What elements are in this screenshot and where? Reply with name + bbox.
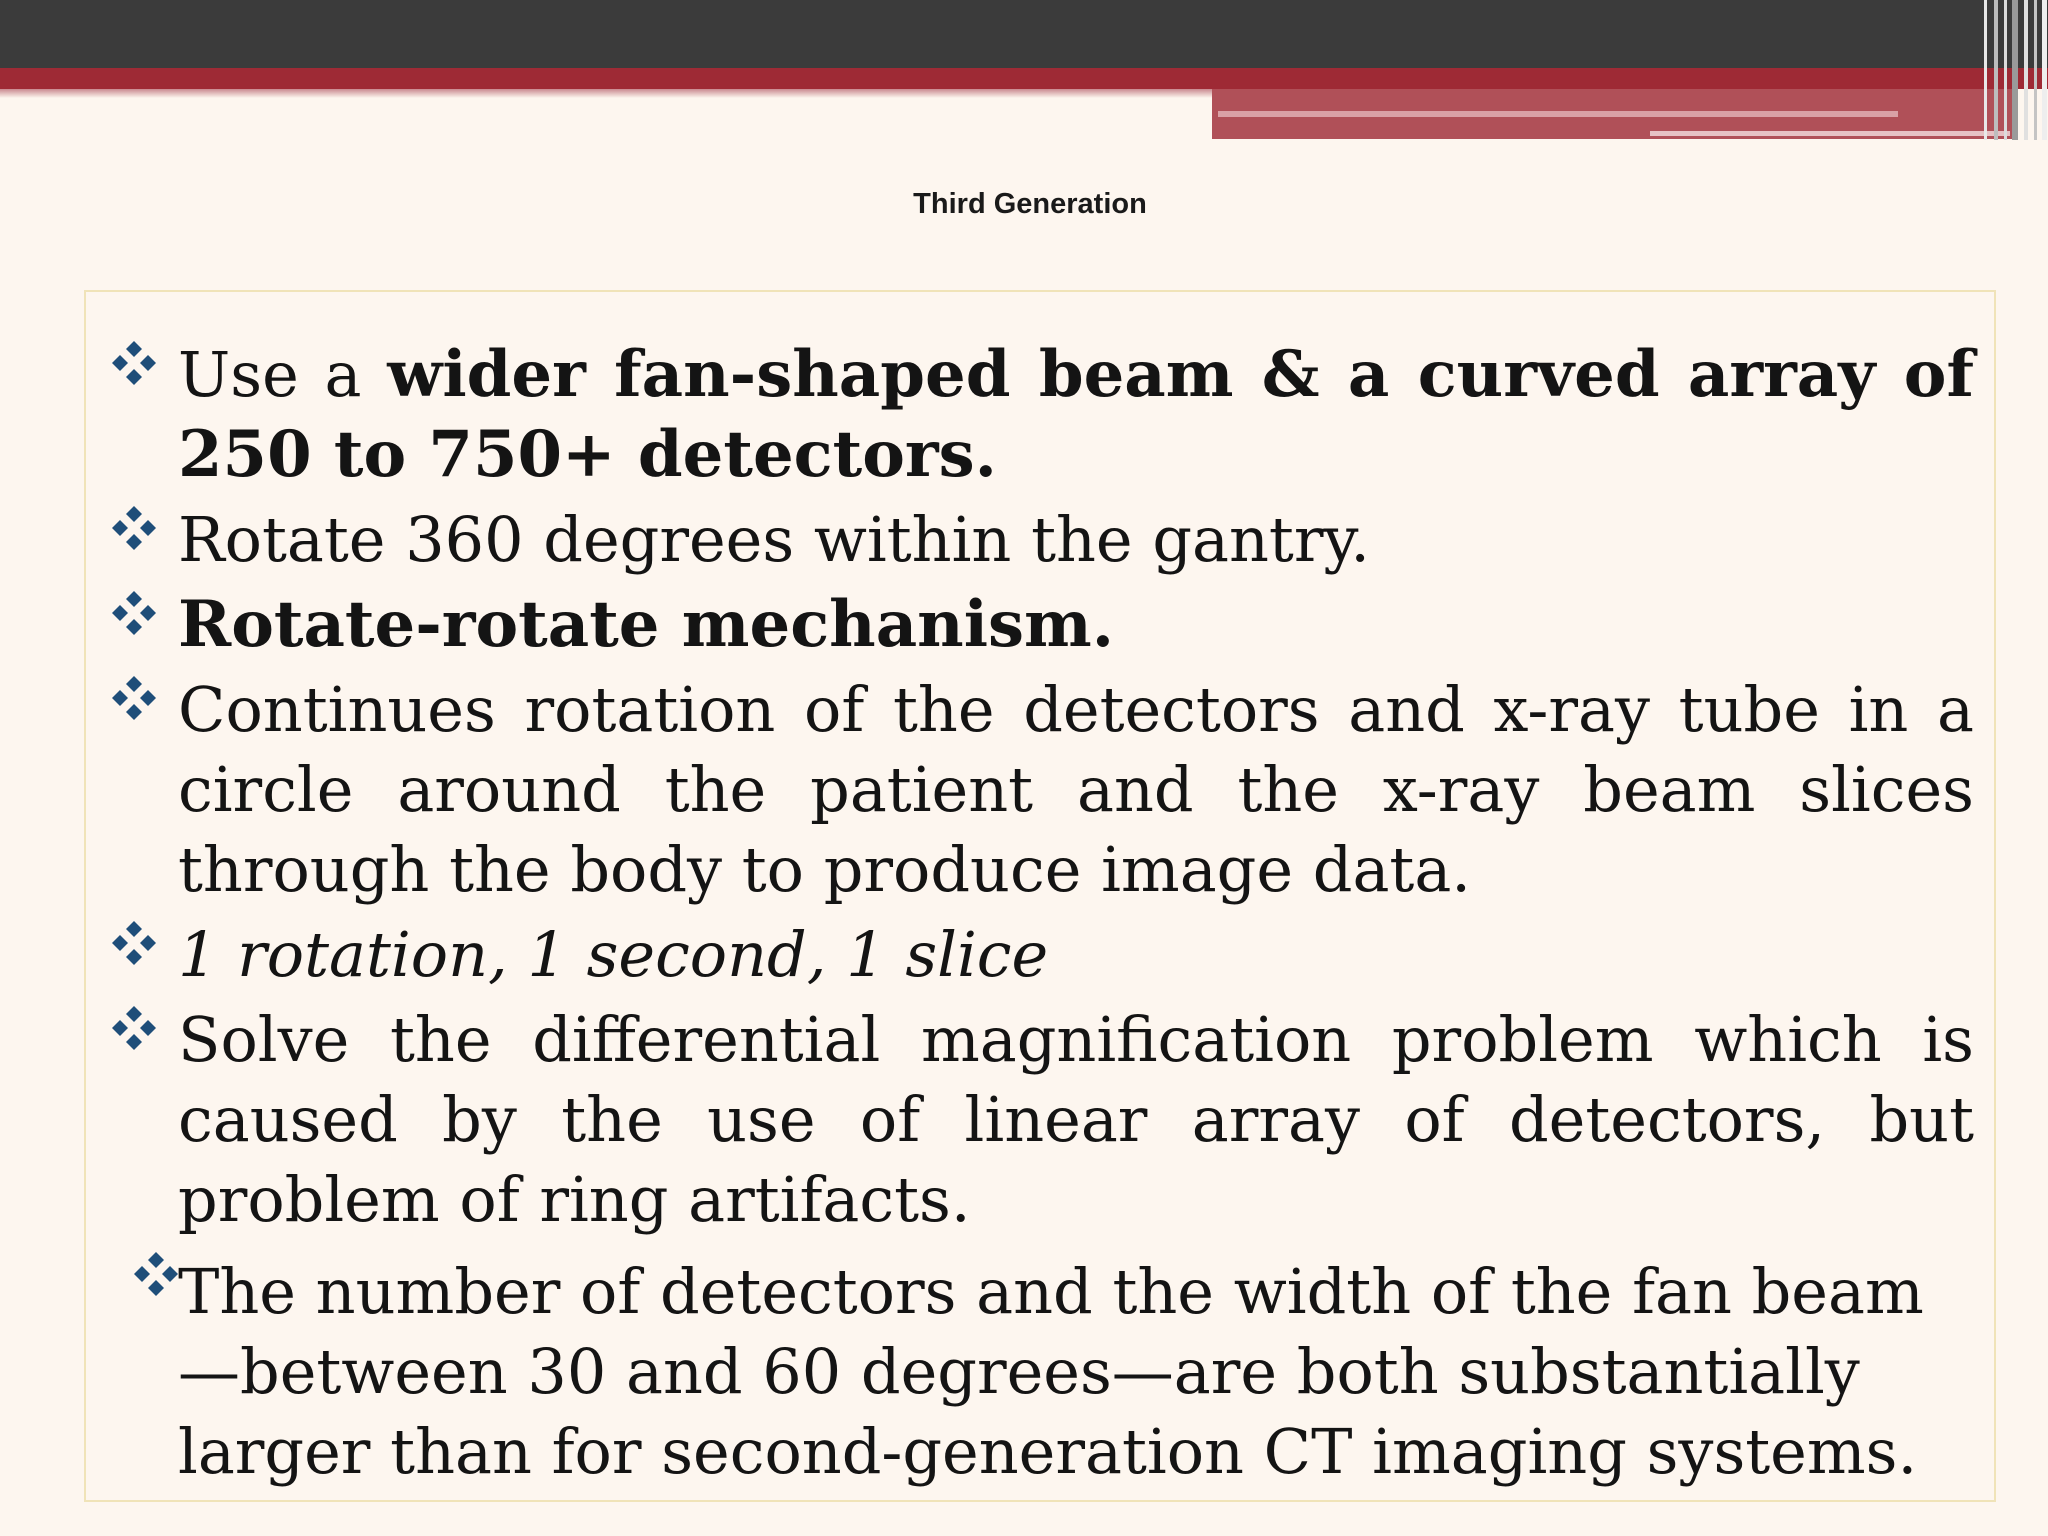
bullet-list [178, 335, 1974, 1497]
bullet-text-bold: Rotate-rotate mechanism. [178, 587, 1115, 662]
bullet-text: The number of detectors and the width of the fan beam—between 30 and 60 degrees—are both substantially larger than for second-generation CT imaging systems. [178, 1255, 1924, 1488]
four-diamond-bullet-icon [110, 1004, 158, 1052]
accent-line [1650, 131, 2010, 136]
bullet-text: Rotate 360 degrees within the gantry. [178, 503, 1370, 576]
bullet-text-bold: wider fan-shaped beam & a curved array of 250 to 750+ detectors. [178, 337, 1975, 492]
accent-bar-shadow [0, 89, 1212, 98]
accent-line [1218, 111, 1898, 117]
four-diamond-bullet-icon [110, 339, 158, 387]
bullet-item [178, 1252, 1974, 1492]
slide-title: Third Generation [913, 188, 1147, 220]
four-diamond-bullet-icon [110, 674, 158, 722]
bullet-text: Continues rotation of the detectors and x-ray tube in a circle around the patient and the x-ray beam slices through the body to produce image data. [178, 673, 1974, 906]
four-diamond-bullet-icon [110, 504, 158, 552]
four-diamond-bullet-icon [110, 589, 158, 637]
slide-header-bar [0, 0, 2048, 68]
bullet-text: Use a [178, 338, 388, 411]
bullet-item [178, 335, 1974, 495]
bullet-item [178, 585, 1974, 665]
four-diamond-bullet-icon [110, 919, 158, 967]
bullet-item [178, 915, 1974, 995]
bullet-item [178, 500, 1974, 580]
bullet-text-italic: 1 rotation, 1 second, 1 slice [178, 918, 1049, 991]
bullet-item [178, 1000, 1974, 1240]
bullet-text: Solve the differential magnification problem which is caused by the use of linear array of detectors, but problem of ring artifacts. [178, 1003, 1974, 1236]
four-diamond-bullet-icon [132, 1250, 180, 1298]
bullet-item [178, 670, 1974, 910]
decorative-stripes [1984, 0, 2048, 140]
slide-accent-bar [0, 68, 2048, 89]
